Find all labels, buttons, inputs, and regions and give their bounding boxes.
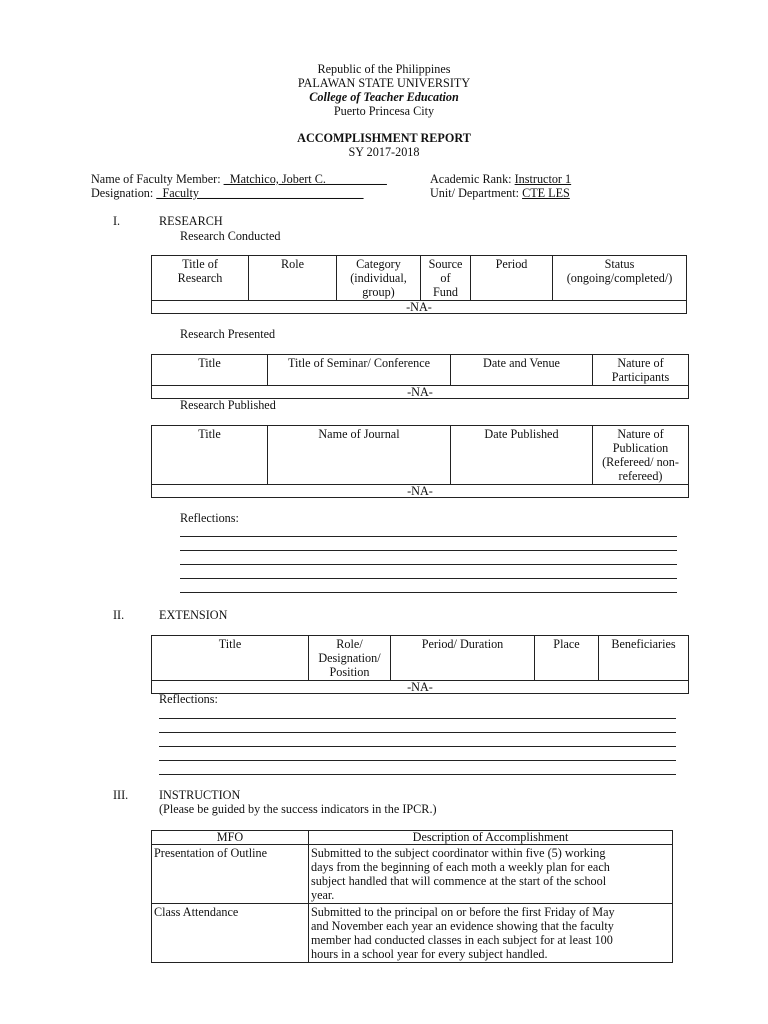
table-row <box>152 386 689 399</box>
designation-row <box>91 186 364 200</box>
section-heading-research: RESEARCH <box>159 214 223 228</box>
section-heading-instruction: INSTRUCTION <box>159 788 241 802</box>
reflection-line <box>159 732 676 733</box>
designation-value: _Faculty___________________________ <box>156 186 364 200</box>
table-header-cell: Name of Journal <box>268 426 451 485</box>
reflection-line <box>180 578 677 579</box>
na-cell: -NA- <box>152 386 689 399</box>
na-cell: -NA- <box>152 301 687 314</box>
unit-row <box>430 186 570 200</box>
academic-rank-row <box>430 172 571 186</box>
extension-table <box>151 635 689 694</box>
table-row <box>152 301 687 314</box>
reflection-line <box>159 760 676 761</box>
mfo-cell: Presentation of Outline <box>152 845 309 904</box>
table-header-cell: Place <box>535 636 599 681</box>
header-university: PALAWAN STATE UNIVERSITY <box>297 76 471 90</box>
unit-value: CTE LES <box>522 186 570 200</box>
table-header-cell: Nature of Publication (Refereed/ non- refereed) <box>593 426 689 485</box>
research-published-label: Research Published <box>180 398 276 412</box>
section-heading-extension: EXTENSION <box>159 608 228 622</box>
table-row <box>152 485 689 498</box>
section-numeral-instruction: III. <box>113 788 129 802</box>
reflection-line <box>180 550 677 551</box>
faculty-name-label: Name of Faculty Member: <box>91 172 221 186</box>
unit-label: Unit/ Department: <box>430 186 520 200</box>
section-numeral-extension: II. <box>113 608 125 622</box>
table-header-cell: Nature of Participants <box>593 355 689 386</box>
research-conducted-table <box>151 255 687 314</box>
table-row <box>152 681 689 694</box>
table-header-cell: Title <box>152 636 309 681</box>
school-year: SY 2017-2018 <box>348 145 420 159</box>
table-header-row <box>152 636 689 681</box>
reflection-line <box>159 718 676 719</box>
reflection-line <box>159 746 676 747</box>
reflection-line <box>159 774 676 775</box>
report-title: ACCOMPLISHMENT REPORT <box>297 131 471 145</box>
mfo-cell: Class Attendance <box>152 904 309 963</box>
table-header-cell: Date Published <box>451 426 593 485</box>
research-conducted-label: Research Conducted <box>180 229 281 243</box>
reflection-line <box>180 536 677 537</box>
research-presented-label: Research Presented <box>180 327 276 341</box>
na-cell: -NA- <box>152 485 689 498</box>
faculty-name-row <box>91 172 387 186</box>
academic-rank-value: Instructor 1 <box>514 172 572 186</box>
table-header-cell: Period/ Duration <box>391 636 535 681</box>
table-header-row <box>152 355 689 386</box>
table-header-cell: Status (ongoing/completed/) <box>553 256 687 301</box>
table-header-cell: Role/ Designation/ Position <box>309 636 391 681</box>
extension-reflections-label: Reflections: <box>159 692 218 706</box>
table-header-cell: Category (individual, group) <box>337 256 421 301</box>
table-header-cell: Beneficiaries <box>599 636 689 681</box>
instruction-table <box>151 830 673 963</box>
table-header-cell: MFO <box>152 831 309 845</box>
designation-label: Designation: <box>91 186 154 200</box>
instruction-note: (Please be guided by the success indicators in the IPCR.) <box>159 802 437 816</box>
table-row <box>152 904 673 963</box>
research-published-table <box>151 425 689 498</box>
header-republic: Republic of the Philippines <box>317 62 451 76</box>
table-header-row <box>152 256 687 301</box>
header-college: College of Teacher Education <box>309 90 459 104</box>
description-cell: Submitted to the subject coordinator within five (5) working days from the beginning of each moth a weekly plan for each subject handled that will commence at the start of the school year. <box>309 845 673 904</box>
table-row <box>152 845 673 904</box>
table-header-cell: Title <box>152 355 268 386</box>
table-header-cell: Title of Research <box>152 256 249 301</box>
table-header-cell: Date and Venue <box>451 355 593 386</box>
faculty-name-value: _Matchico, Jobert C.__________ <box>223 172 387 186</box>
description-cell: Submitted to the principal on or before the first Friday of May and November each year an evidence showing that the faculty member had conducted classes in each subject for at least 100 hours in a school year for every subject handled. <box>309 904 673 963</box>
table-header-cell: Role <box>249 256 337 301</box>
table-header-cell: Title of Seminar/ Conference <box>268 355 451 386</box>
table-header-cell: Description of Accomplishment <box>309 831 673 845</box>
table-header-cell: Period <box>471 256 553 301</box>
research-reflections-label: Reflections: <box>180 511 239 525</box>
reflection-line <box>180 564 677 565</box>
section-numeral-research: I. <box>113 214 121 228</box>
table-header-cell: Title <box>152 426 268 485</box>
academic-rank-label: Academic Rank: <box>430 172 512 186</box>
table-header-row <box>152 426 689 485</box>
reflection-line <box>180 592 677 593</box>
na-cell: -NA- <box>152 681 689 694</box>
table-header-cell: Source of Fund <box>421 256 471 301</box>
header-city: Puerto Princesa City <box>333 104 435 118</box>
table-header-row <box>152 831 673 845</box>
research-presented-table <box>151 354 689 399</box>
